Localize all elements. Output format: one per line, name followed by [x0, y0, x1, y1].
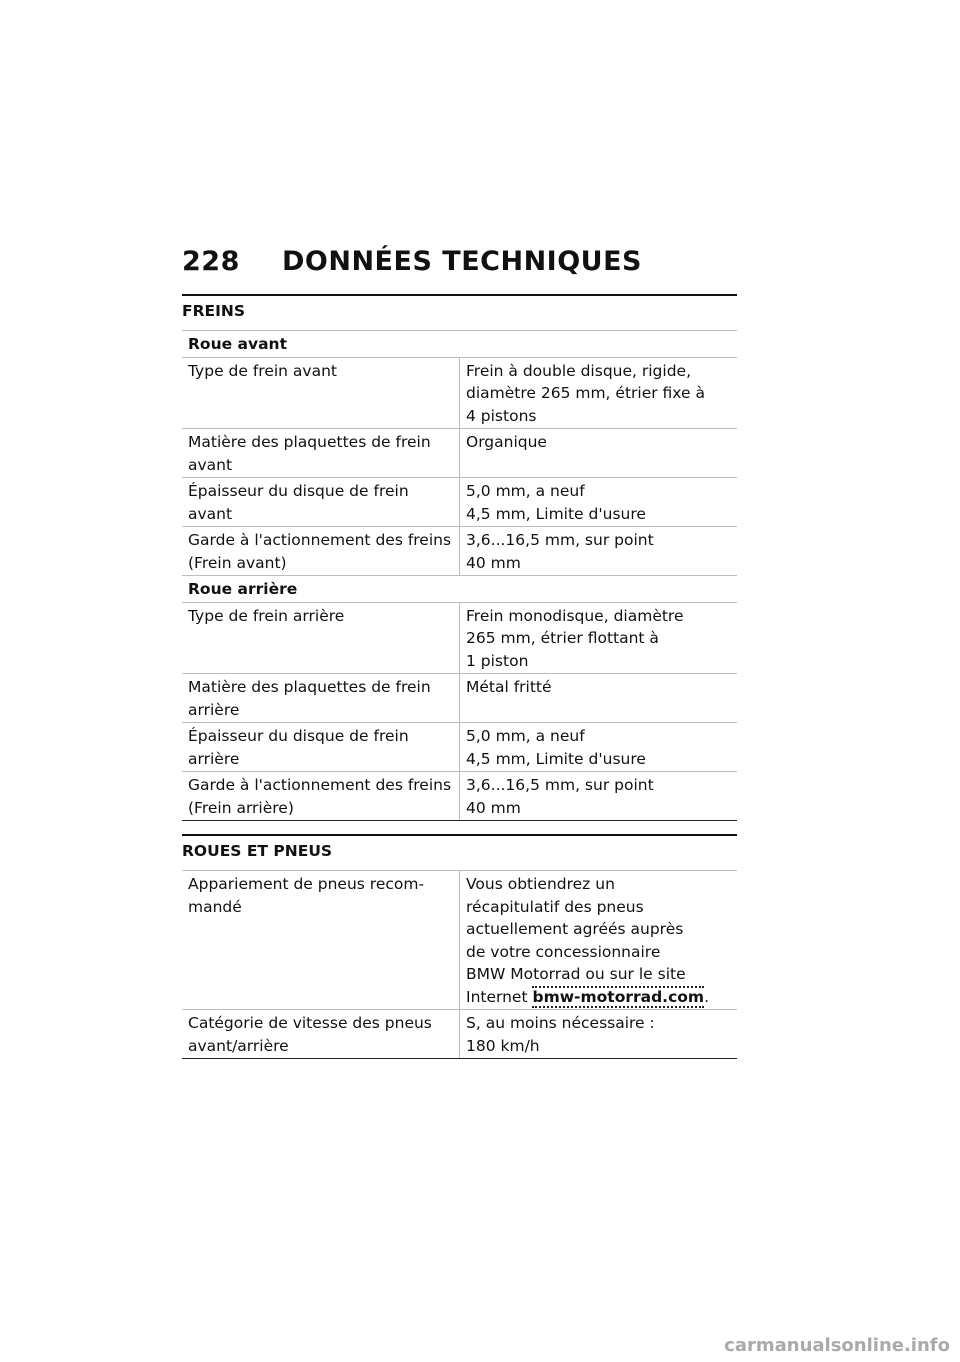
- brakes-table: [182, 330, 737, 821]
- section-title-wheels-tyres: ROUES ET PNEUS: [182, 834, 737, 862]
- spec-value-line: [466, 986, 731, 1009]
- spec-value: [460, 429, 738, 478]
- spec-value-line: 40 mm: [466, 553, 521, 572]
- subheading-rear-wheel: [182, 576, 737, 603]
- section-title-brakes: FREINS: [182, 294, 737, 322]
- spec-value: [460, 871, 738, 1010]
- spec-value-line: S, au moins nécessaire :: [466, 1014, 655, 1032]
- spec-value-line: de votre concessionnaire: [466, 942, 661, 961]
- spec-value-line: 180 km/h: [466, 1036, 540, 1055]
- spec-value-line: 4,5 mm, Limite d'usure: [466, 749, 646, 768]
- spec-value: [460, 602, 738, 674]
- table-row: [182, 478, 737, 527]
- table-row: [182, 1010, 737, 1059]
- spec-value-line: 5,0 mm, a neuf: [466, 482, 585, 500]
- page-title: DONNÉES TECHNIQUES: [282, 246, 642, 277]
- spec-value-line: Frein à double disque, rigide,: [466, 361, 691, 380]
- bmw-motorrad-link[interactable]: bmw-motorrad.com: [532, 987, 705, 1006]
- subheading-front-wheel: [182, 331, 737, 358]
- spec-value-line: récapitulatif des pneus: [466, 897, 644, 916]
- spec-value-line: BMW Motorrad ou sur le site: [466, 965, 686, 983]
- spec-value: [460, 674, 738, 723]
- table-row: [182, 674, 737, 723]
- table-row: [182, 871, 737, 1010]
- spec-value: [460, 772, 738, 821]
- spec-value: [460, 527, 738, 576]
- spec-value-line: 3,6...16,5 mm, sur point: [466, 531, 654, 549]
- spec-label: Garde à l'actionnement des freins (Frein avant): [182, 527, 460, 576]
- wheels-table: [182, 870, 737, 1059]
- spec-value-line: 4 pistons: [466, 406, 537, 425]
- spec-value-line: 3,6...16,5 mm, sur point: [466, 776, 654, 794]
- spec-value: [460, 478, 738, 527]
- spec-value-line: Organique: [466, 433, 547, 451]
- page-heading: [182, 244, 642, 280]
- spec-value-line: Vous obtiendrez un: [466, 875, 615, 893]
- spec-label: Épaisseur du disque de frein arrière: [182, 723, 460, 772]
- table-row: [182, 429, 737, 478]
- table-row: [182, 723, 737, 772]
- table-row: [182, 357, 737, 429]
- spec-label: Garde à l'actionnement des freins (Frein arrière): [182, 772, 460, 821]
- spec-value: [460, 1010, 738, 1059]
- table-row: [182, 527, 737, 576]
- spec-label: Type de frein arrière: [182, 602, 460, 674]
- spec-label: Matière des plaquettes de frein arrière: [182, 674, 460, 723]
- subheading-label: Roue avant: [182, 331, 737, 358]
- link-suffix: .: [704, 987, 709, 1006]
- spec-value-line: 1 piston: [466, 651, 529, 670]
- page-number: 228: [182, 246, 240, 277]
- spec-label: Appariement de pneus recom-mandé: [182, 871, 460, 1010]
- spec-label: Matière des plaquettes de frein avant: [182, 429, 460, 478]
- spec-label: Type de frein avant: [182, 357, 460, 429]
- subheading-label: Roue arrière: [182, 576, 737, 603]
- spec-value-line: 4,5 mm, Limite d'usure: [466, 504, 646, 523]
- spec-value: [460, 723, 738, 772]
- spec-label: Catégorie de vitesse des pneus avant/arrière: [182, 1010, 460, 1059]
- spec-value-line: actuellement agréés auprès: [466, 920, 684, 938]
- spec-label: Épaisseur du disque de frein avant: [182, 478, 460, 527]
- watermark: carmanualsonline.info: [724, 1335, 950, 1356]
- spec-value-line: Frein monodisque, diamètre: [466, 606, 684, 625]
- table-row: [182, 772, 737, 821]
- spec-value-line: 265 mm, étrier flottant à: [466, 629, 659, 647]
- spec-value-line: Métal fritté: [466, 678, 552, 696]
- link-prefix: Internet: [466, 987, 533, 1006]
- table-row: [182, 602, 737, 674]
- spec-value-line: 40 mm: [466, 798, 521, 817]
- spec-value-line: 5,0 mm, a neuf: [466, 727, 585, 745]
- spec-value: [460, 357, 738, 429]
- spec-value-line: diamètre 265 mm, étrier fixe à: [466, 384, 705, 402]
